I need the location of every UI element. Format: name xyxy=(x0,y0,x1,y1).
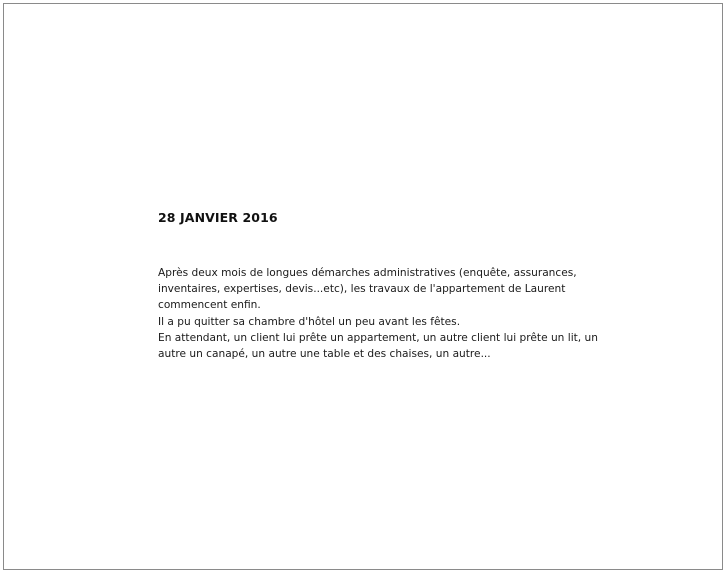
body-line: Il a pu quitter sa chambre d'hôtel un peu avant les fêtes. xyxy=(158,315,461,328)
body-line: Après deux mois de longues démarches administratives (enquête, assurances, xyxy=(158,267,577,279)
body-line: commencent enfin. xyxy=(158,299,261,312)
body-line: autre un canapé, un autre une table et des chaises, un autre... xyxy=(158,348,491,361)
body-line: En attendant, un client lui prête un appartement, un autre client lui prête un lit, un xyxy=(158,331,598,344)
page-frame xyxy=(3,3,723,570)
entry-date-heading: 28 JANVIER 2016 xyxy=(158,210,278,225)
entry-body-text xyxy=(158,265,598,362)
body-line: inventaires, expertises, devis...etc), les travaux de l'appartement de Laurent xyxy=(158,283,566,296)
